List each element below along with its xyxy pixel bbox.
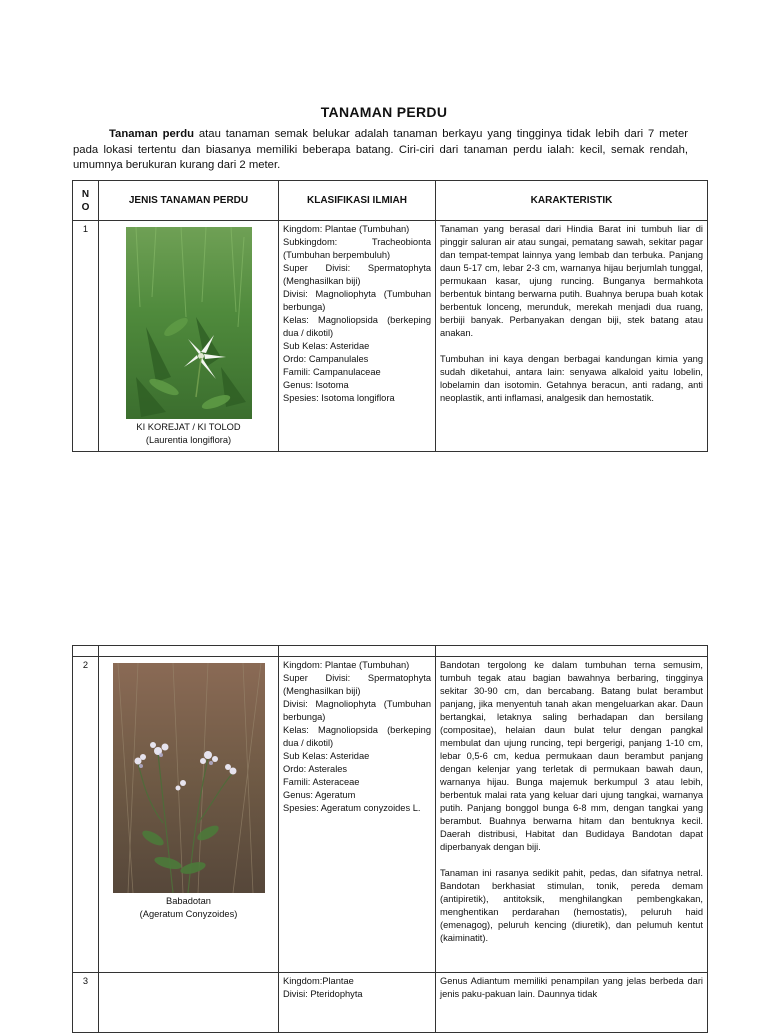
- karakteristik-paragraph: Tanaman yang berasal dari Hindia Barat ini tumbuh liar di pinggir saluran air atau sungai, pematang sawah, sekitar pagar dan tempat-tempat lainnya yang lembab dan terbuka. Panjang daun 5-17 cm, lebar 2-3 cm, warnanya hijau berjumlah tunggal, permukaan kasar, ujung runcing. Bunganya bermahkota berbentuk bintang berwarna putih. Buahnya berupa buah kotak berbentuk lonceng, merunduk, merekah menjadi dua ruang, berbiji banyak. Perbanyakan dengan biji, stek batang atau anakan.: [440, 224, 703, 338]
- row-number: 3: [73, 973, 99, 1033]
- karakteristik-paragraph: Tumbuhan ini kaya dengan berbagai kandungan kimia yang sudah diketahui, antara lain: senyawa alkaloid yaitu lobelin, lobelamin dan isotomin. Getahnya beracun, anti radang, anti neoplastik, anti inflamasi, analgesik dan hemostatik.: [440, 354, 703, 403]
- klasifikasi-line: Spesies: Ageratum conyzoides L.: [283, 803, 421, 813]
- babadotan-photo: [113, 663, 265, 893]
- row-number: 1: [73, 221, 99, 452]
- klasifikasi-line: Famili: Asteraceae: [283, 777, 360, 787]
- plant-cell: [99, 221, 279, 452]
- table-spacer-row: [73, 646, 708, 657]
- klasifikasi-line: Sub Kelas: Asteridae: [283, 751, 370, 761]
- karakteristik-paragraph: Genus Adiantum memiliki penampilan yang jelas berbeda dari jenis paku-pakuan lain. Daunnya tidak: [440, 976, 703, 999]
- klasifikasi-cell: [279, 657, 436, 973]
- klasifikasi-line: Genus: Isotoma: [283, 380, 349, 390]
- intro-bold-term: Tanaman perdu: [109, 128, 195, 140]
- plant-cell: [99, 657, 279, 973]
- header-jenis: JENIS TANAMAN PERDU: [99, 181, 279, 221]
- klasifikasi-line: Kingdom: Plantae (Tumbuhan): [283, 224, 410, 234]
- klasifikasi-line: Super Divisi: Spermatophyta (Menghasilkan biji): [283, 263, 431, 286]
- karakteristik-paragraph: Tanaman ini rasanya sedikit pahit, pedas, dan sifatnya netral. Bandotan berkhasiat stimulan, tonik, pereda demam (antipiretik), antitoksik, menghilangkan pembengkakan, menghentikan perdarahan (hemostatis), peluruh haid (emenagog), peluruh kencing (diuretik), dan pelumuh kentut (kaiminatit).: [440, 868, 703, 943]
- klasifikasi-line: Ordo: Campanulales: [283, 354, 369, 364]
- klasifikasi-line: Divisi: Pteridophyta: [283, 989, 363, 999]
- klasifikasi-line: Kingdom:Plantae: [283, 976, 354, 986]
- karakteristik-paragraph: Bandotan tergolong ke dalam tumbuhan terna semusim, tumbuh tegak atau bagian bawahnya berbaring, tingginya sekitar 30-90 cm, dan bercabang. Batang bulat berambut panjang, jika menyentuh tanah akan mengeluarkan akar. Daun bertangkai, letaknya saling berhadapan dan bersilang (compositae), helaian daun bulat telur dengan pangkal membulat dan ujung runcing, tepi bergerigi, panjang 1-10 cm, lebar 0,5-6 cm, kedua permukaan daun berambut panjang dengan kelenjar yang terletak di permukaan bawah daun, warnanya hijau. Bunga majemuk berkumpul 3 atau lebih, berbentuk malai rata yang keluar dari ujung tangkai, warnanya putih. Panjang bonggol bunga 6-8 mm, dengan tangkai yang berambut. Buahnya berwarna hitam dan bentuknya kecil. Daerah distribusi, Habitat dan Budidaya Bandotan dapat diperbanyak dengan biji.: [440, 660, 703, 852]
- table-header-row: [73, 181, 708, 221]
- row-number: 2: [73, 657, 99, 973]
- klasifikasi-line: Divisi: Magnoliophyta (Tumbuhan berbunga): [283, 289, 431, 312]
- intro-text: atau tanaman semak belukar adalah tanaman berkayu yang tingginya tidak lebih dari 7 meter pada lokasi tertentu dan biasanya memiliki beberapa batang. Ciri-ciri dari tanaman perdu ialah: kecil, semak rendah, umumnya berukuran kurang dari 2 meter.: [73, 128, 688, 171]
- plant-latin-name: (Laurentia longiflora): [145, 435, 232, 445]
- klasifikasi-line: Kelas: Magnoliopsida (berkeping dua / dikotil): [283, 315, 431, 338]
- klasifikasi-line: Subkingdom: Tracheobionta (Tumbuhan berpembuluh): [283, 237, 431, 260]
- intro-paragraph: [73, 127, 688, 174]
- klasifikasi-line: Ordo: Asterales: [283, 764, 348, 774]
- klasifikasi-line: Divisi: Magnoliophyta (Tumbuhan berbunga): [283, 699, 431, 722]
- klasifikasi-line: Genus: Ageratum: [283, 790, 356, 800]
- karakteristik-cell: [436, 221, 708, 452]
- klasifikasi-line: Kingdom: Plantae (Tumbuhan): [283, 660, 410, 670]
- klasifikasi-cell: [279, 221, 436, 452]
- karakteristik-cell: [436, 657, 708, 973]
- table-row: [73, 657, 708, 973]
- plant-table-page1: [72, 180, 708, 452]
- klasifikasi-line: Sub Kelas: Asteridae: [283, 341, 370, 351]
- klasifikasi-line: Super Divisi: Spermatophyta (Menghasilkan biji): [283, 673, 431, 696]
- klasifikasi-line: Famili: Campanulaceae: [283, 367, 381, 377]
- klasifikasi-line: Kelas: Magnoliopsida (berkeping dua / dikotil): [283, 725, 431, 748]
- page-title: TANAMAN PERDU: [320, 104, 448, 120]
- ki-korejat-photo: [126, 227, 252, 419]
- header-karakteristik: KARAKTERISTIK: [436, 181, 708, 221]
- plant-name: Babadotan: [166, 896, 211, 906]
- plant-name: KI KOREJAT / KI TOLOD: [136, 422, 241, 432]
- table-row: [73, 221, 708, 452]
- klasifikasi-line: Spesies: Isotoma longiflora: [283, 393, 395, 403]
- plant-latin-name: (Ageratum Conyzoides): [139, 909, 238, 919]
- header-klasifikasi: KLASIFIKASI ILMIAH: [279, 181, 436, 221]
- header-no: N O: [73, 181, 99, 221]
- plant-table-page2: [72, 645, 708, 1033]
